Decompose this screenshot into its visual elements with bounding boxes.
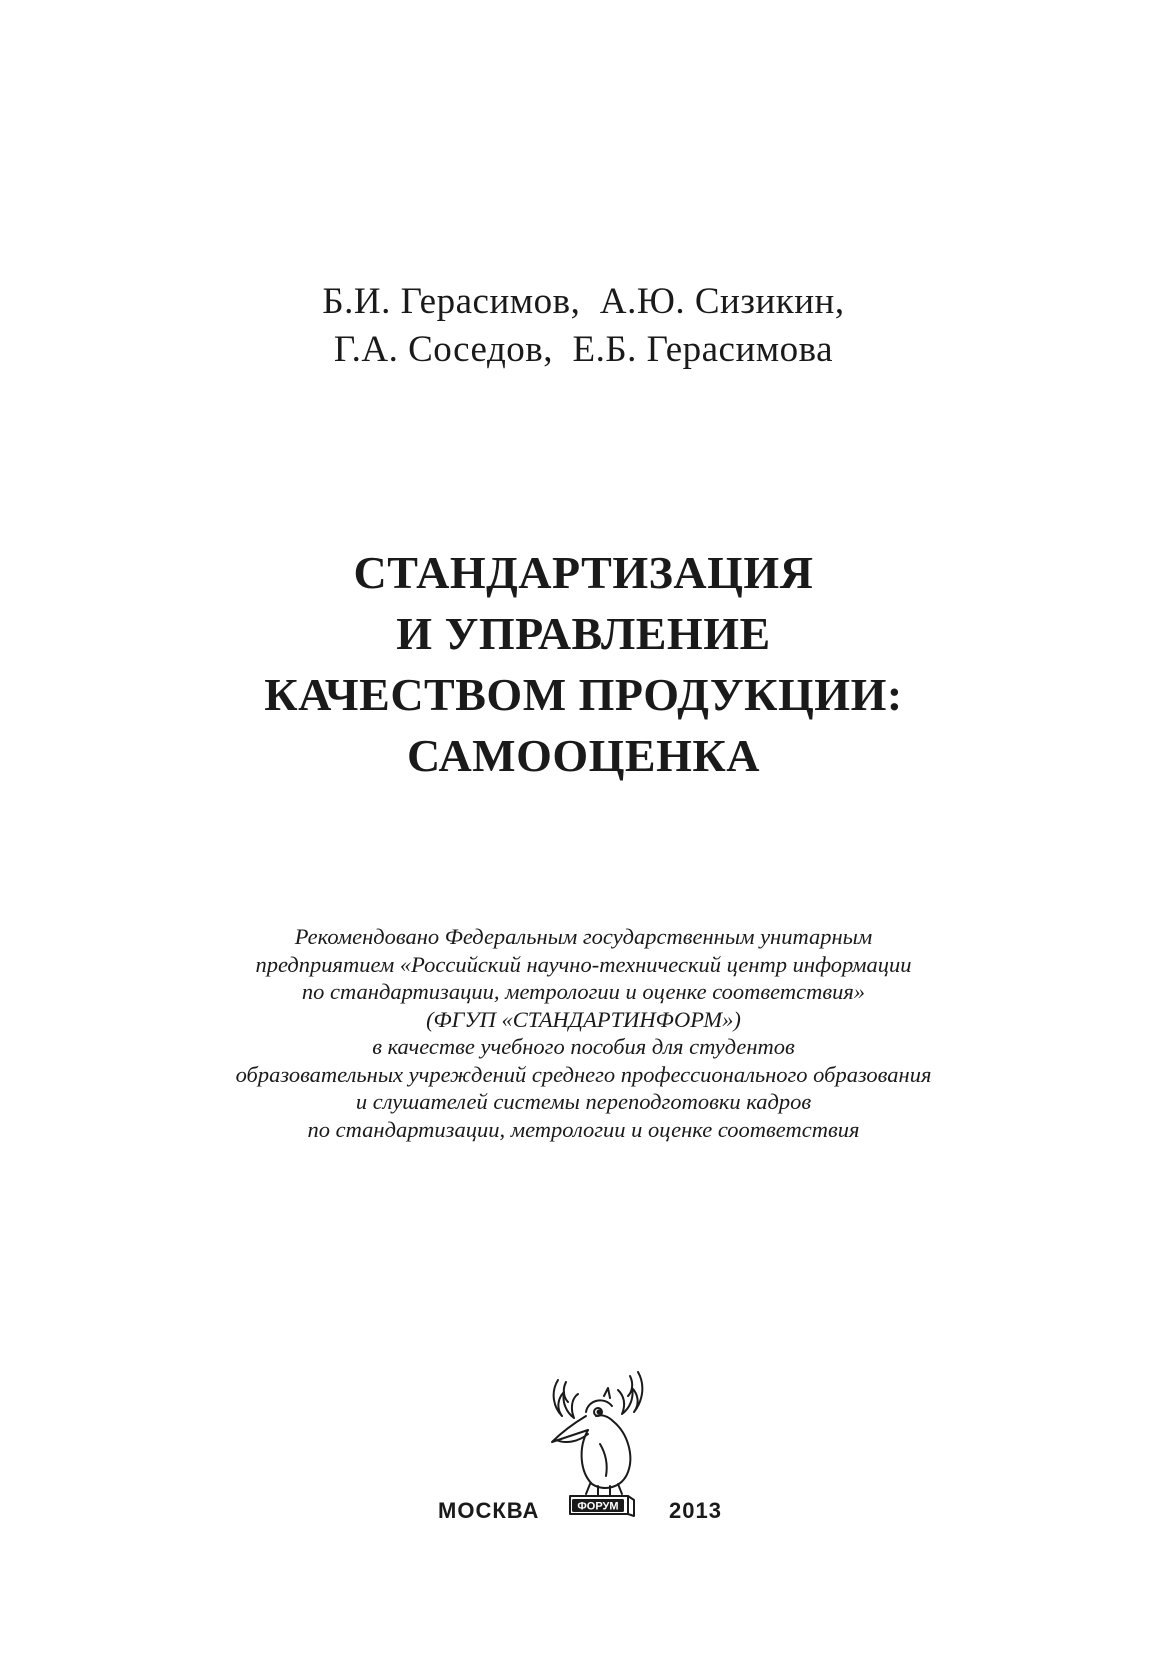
recommendation-line: (ФГУП «СТАНДАРТИНФОРМ») — [426, 1006, 741, 1032]
recommendation-line: и слушателей системы переподготовки кадров — [355, 1089, 812, 1114]
authors-block — [0, 278, 1167, 374]
publisher-logo — [548, 1368, 648, 1528]
authors-line-2: Г.А. Соседов, Е.Б. Герасимова — [333, 329, 834, 370]
title-line-4: САМООЦЕНКА — [407, 730, 760, 781]
recommendation-line: Рекомендовано Федеральным государственным унитарным — [294, 924, 873, 949]
title-line-3: КАЧЕСТВОМ ПРОДУКЦИИ: — [264, 669, 903, 720]
book-title — [0, 542, 1167, 786]
recommendation-line: образовательных учреждений среднего профессионального образования — [235, 1061, 932, 1087]
recommendation-line: по стандартизации, метрологии и оценке соответствия — [307, 1116, 860, 1142]
recommendation-line: по стандартизации, метрологии и оценке соответствия» — [301, 979, 866, 1004]
recommendation-line: предприятием «Российский научно-технический центр информации — [255, 951, 912, 977]
recommendation-block — [0, 923, 1167, 1143]
publisher-footer — [0, 1368, 1167, 1538]
publication-year: 2013 — [669, 1498, 722, 1523]
logo-label: ФОРУМ — [577, 1500, 619, 1513]
recommendation-line: в качестве учебного пособия для студентов — [372, 1034, 795, 1059]
title-line-2: И УПРАВЛЕНИЕ — [396, 608, 771, 659]
title-line-1: СТАНДАРТИЗАЦИЯ — [353, 547, 814, 598]
authors-line-1: Б.И. Герасимов, А.Ю. Сизикин, — [322, 281, 845, 322]
publisher-city: МОСКВА — [438, 1498, 540, 1523]
